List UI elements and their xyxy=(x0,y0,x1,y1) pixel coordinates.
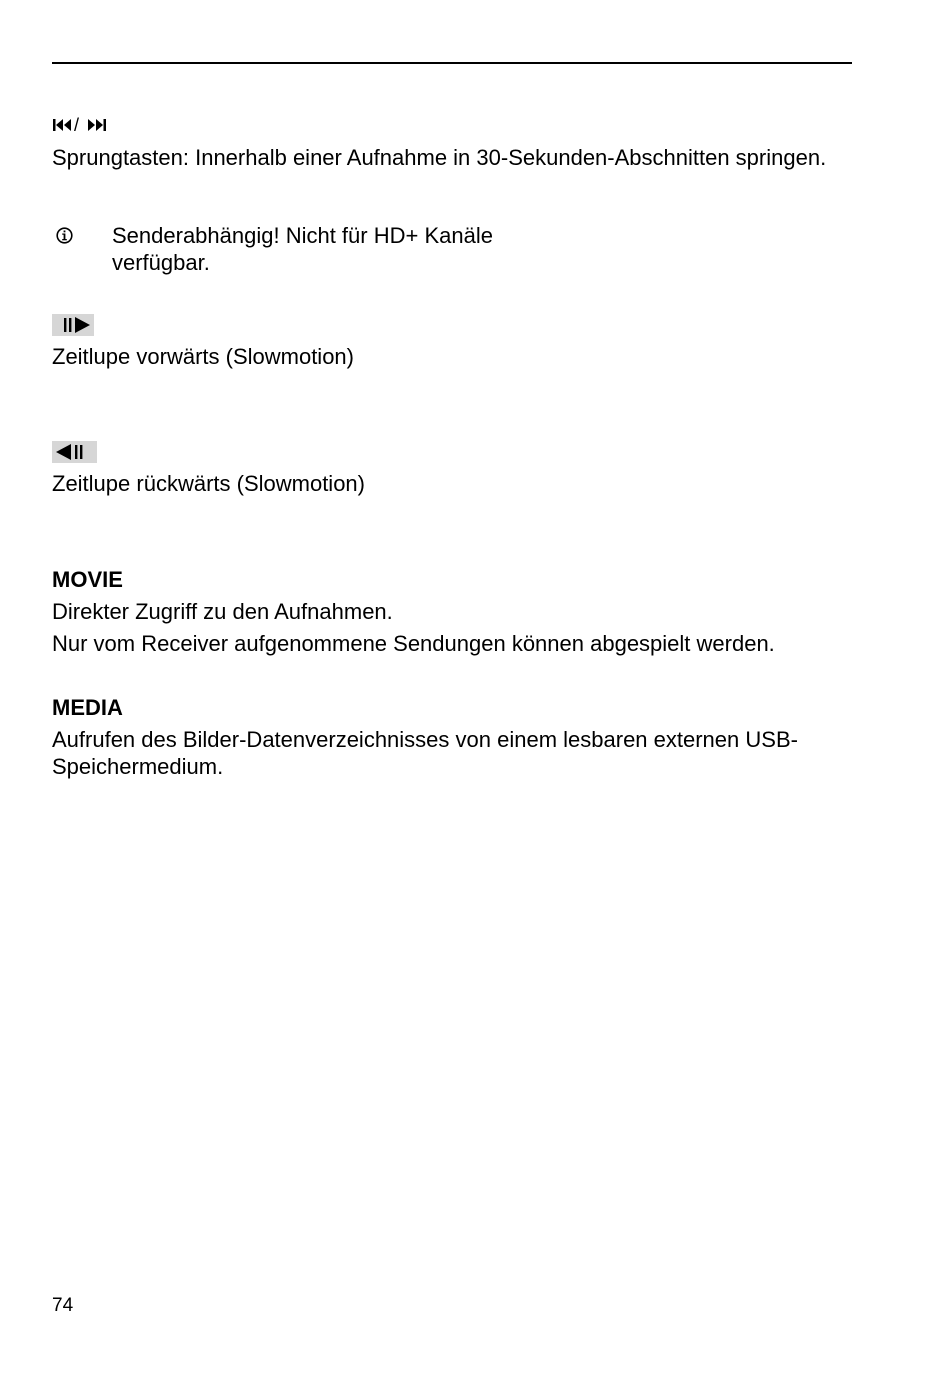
skip-forward-icon xyxy=(87,117,107,133)
info-icon xyxy=(56,227,73,244)
info-note-text: Senderabhängig! Nicht für HD+ Kanäle verfügbar. xyxy=(112,223,493,275)
slow-backward-section xyxy=(52,441,852,497)
media-heading: MEDIA xyxy=(52,695,123,720)
movie-heading: MOVIE xyxy=(52,567,123,592)
slow-backward-key xyxy=(52,441,852,465)
skip-symbols xyxy=(52,113,107,137)
slow-forward-section xyxy=(52,314,852,370)
slow-backward-icon xyxy=(54,441,95,463)
skip-separator: / xyxy=(74,115,80,135)
skip-back-icon xyxy=(52,117,72,133)
movie-line-1: Direkter Zugriff zu den Aufnahmen. xyxy=(52,599,393,624)
slow-forward-description: Zeitlupe vorwärts (Slowmotion) xyxy=(52,344,354,369)
page-number: 74 xyxy=(52,1295,74,1316)
skip-description: Sprungtasten: Innerhalb einer Aufnahme in 30-Sekunden-Abschnitten springen. xyxy=(52,145,827,170)
media-section xyxy=(52,694,852,780)
movie-line-2: Nur vom Receiver aufgenommene Sendungen können abgespielt werden. xyxy=(52,631,775,656)
movie-section xyxy=(52,566,852,657)
slow-forward-key xyxy=(52,314,852,338)
skip-section xyxy=(52,112,852,171)
slow-forward-icon xyxy=(54,314,92,336)
top-rule xyxy=(52,62,852,64)
media-description: Aufrufen des Bilder-Datenverzeichnisses von einem lesbaren externen USB-Speichermedium. xyxy=(52,727,798,779)
slow-backward-description: Zeitlupe rückwärts (Slowmotion) xyxy=(52,471,365,496)
